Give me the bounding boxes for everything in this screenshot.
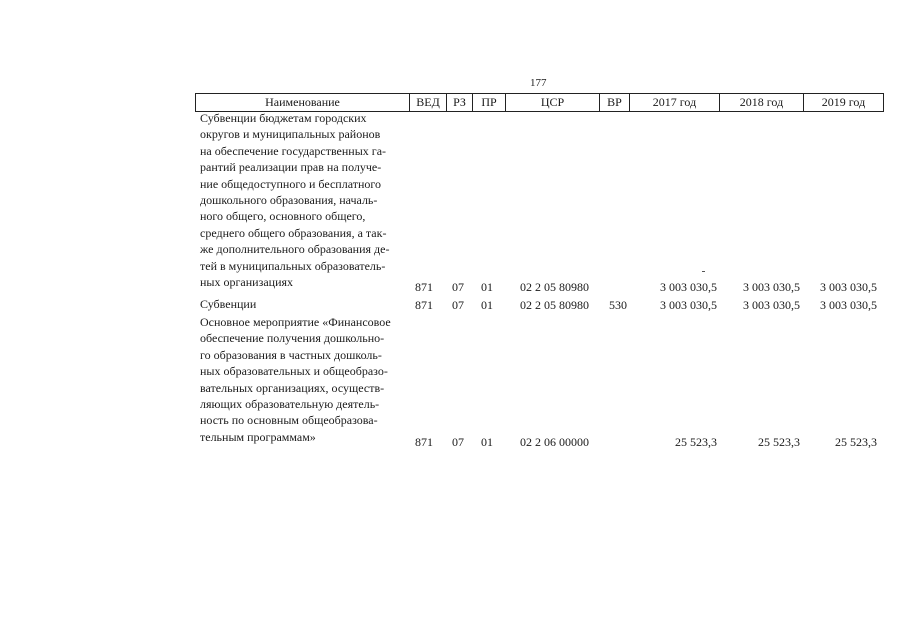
row-1-rz: 07	[452, 280, 464, 294]
row-1-pr: 01	[481, 280, 493, 294]
header-2019: 2019 год	[803, 94, 883, 111]
row-3-2019: 25 523,3	[835, 435, 877, 449]
header-name: Наименование	[265, 95, 340, 109]
row-1-2017: 3 003 030,5	[660, 280, 717, 294]
row-2-rz: 07	[452, 298, 464, 312]
header-2017: 2017 год	[629, 94, 719, 111]
row-2-2017: 3 003 030,5	[660, 298, 717, 312]
row-2-csr: 02 2 05 80980	[520, 298, 589, 312]
row-3-pr: 01	[481, 435, 493, 449]
header-rz: РЗ	[446, 94, 472, 111]
row-1-ved: 871	[415, 280, 433, 294]
row-3-2018: 25 523,3	[758, 435, 800, 449]
row-1-2019: 3 003 030,5	[820, 280, 877, 294]
row-3-2017: 25 523,3	[675, 435, 717, 449]
row-3-csr: 02 2 06 00000	[520, 435, 589, 449]
row-2-pr: 01	[481, 298, 493, 312]
row-3-name: Основное мероприятие «Финансовое обеспечение получения дошкольно- го образования в частных дошколь- ных образовательных и общеобразо- вательных организациях, осуществ- ляющих образовательную деятель- ность по основным общеобразова- тельным программам»	[200, 315, 391, 444]
row-3-rz: 07	[452, 435, 464, 449]
row-1-csr: 02 2 05 80980	[520, 280, 589, 294]
row-2-vr: 530	[609, 298, 627, 312]
row-1-2018: 3 003 030,5	[743, 280, 800, 294]
page-number: 177	[530, 77, 547, 89]
header-ved: ВЕД	[409, 94, 446, 111]
header-csr: ЦСР	[505, 94, 599, 111]
scan-mark	[702, 271, 705, 272]
header-pr: ПР	[472, 94, 505, 111]
row-2-name: Субвенции	[200, 297, 257, 311]
row-2-2018: 3 003 030,5	[743, 298, 800, 312]
row-1-name: Субвенции бюджетам городских округов и муниципальных районов на обеспечение государственных га- рантий реализации прав на получе- ние общедоступного и бесплатного дошкольного образования, началь- ного общего, основного общего, среднего общего образования, а так- же дополнительного образования де- тей в муниципальных образователь- ных организациях	[200, 111, 390, 290]
row-2-ved: 871	[415, 298, 433, 312]
row-2-2019: 3 003 030,5	[820, 298, 877, 312]
row-3-ved: 871	[415, 435, 433, 449]
header-vr: ВР	[599, 94, 629, 111]
header-2018: 2018 год	[719, 94, 803, 111]
